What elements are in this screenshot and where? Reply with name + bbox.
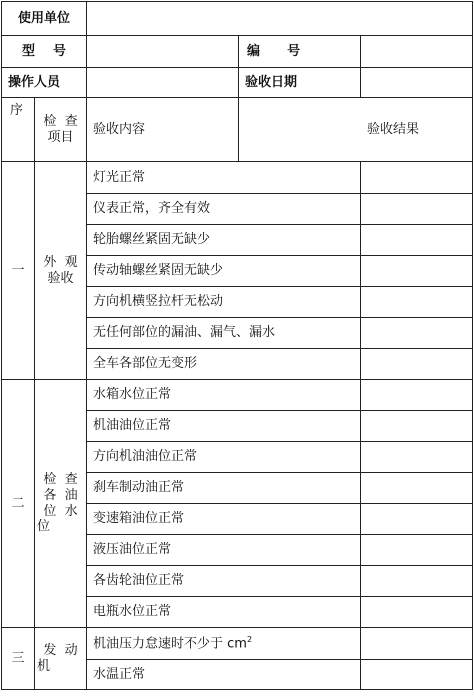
result-cell[interactable] [361,349,473,380]
result-cell[interactable] [361,162,473,194]
col-seq-header: 序 [2,98,35,162]
model-value-field[interactable] [87,36,239,68]
superscript: 2 [246,635,253,645]
check-item: 电瓶水位正常 [87,597,361,628]
check-item [87,628,361,660]
col-result-header: 验收结果 [239,98,473,162]
section-1-category [35,162,87,380]
section-2-category [35,380,87,628]
table-row [2,162,473,194]
check-item: 全车各部位无变形 [87,349,361,380]
result-cell[interactable] [361,628,473,660]
number-label: 编 号 [239,36,361,68]
result-cell[interactable] [361,535,473,566]
unit-label: 使用单位 [2,2,87,36]
check-item: 机油油位正常 [87,411,361,442]
row-model [2,36,473,68]
check-item: 变速箱油位正常 [87,504,361,535]
section-3-category [35,628,87,690]
section-2-category-line4: 位 [37,519,51,535]
result-cell[interactable] [361,504,473,535]
date-value-field[interactable] [361,68,473,98]
result-cell[interactable] [361,442,473,473]
check-item: 液压油位正常 [87,535,361,566]
result-cell[interactable] [361,566,473,597]
check-item: 方向机油油位正常 [87,442,361,473]
result-cell[interactable] [361,225,473,256]
section-2-category-line2: 各 油 [43,487,78,503]
table-row [2,628,473,660]
result-cell[interactable] [361,473,473,504]
table-row [2,380,473,411]
section-2-number: 二 [2,380,35,628]
check-item-text: 机油压力怠速时不少于 cm [93,636,247,652]
check-item: 轮胎螺丝紧固无缺少 [87,225,361,256]
number-value-field[interactable] [361,36,473,68]
section-3-category-line2: 机 [37,658,51,674]
check-item: 水温正常 [87,660,361,690]
row-unit [2,2,473,36]
check-item: 各齿轮油位正常 [87,566,361,597]
result-cell[interactable] [361,380,473,411]
section-1-category-line2: 验收 [47,270,74,286]
check-item: 无任何部位的漏油、漏气、漏水 [87,318,361,349]
section-1-category-line1: 外 观 [43,254,78,270]
check-item: 仪表正常，齐全有效 [87,194,361,225]
result-cell[interactable] [361,194,473,225]
section-3-category-line1: 发 动 [43,642,78,658]
result-cell[interactable] [361,597,473,628]
result-cell[interactable] [361,318,473,349]
col-category-header [35,98,87,162]
section-3-number: 三 [2,628,35,690]
acceptance-form-table [1,1,473,690]
check-item: 方向机横竖拉杆无松动 [87,287,361,318]
col-category-line2: 项目 [47,129,74,145]
check-item: 刹车制动油正常 [87,473,361,504]
result-cell[interactable] [361,287,473,318]
section-1-number: 一 [2,162,35,380]
operator-label: 操作人员 [2,68,87,98]
model-label: 型 号 [2,36,87,68]
result-cell[interactable] [361,256,473,287]
check-item: 灯光正常 [87,162,361,194]
unit-value-field[interactable] [87,2,473,36]
col-category-line1: 检 查 [43,113,78,129]
section-2-category-line3: 位 水 [43,503,78,519]
date-label: 验收日期 [239,68,361,98]
result-cell[interactable] [361,411,473,442]
col-content-header: 验收内容 [87,98,239,162]
check-item: 水箱水位正常 [87,380,361,411]
check-item: 传动轴螺丝紧固无缺少 [87,256,361,287]
column-header-row [2,98,473,162]
operator-value-field[interactable] [87,68,239,98]
section-2-category-line1: 检 查 [43,472,78,488]
row-operator [2,68,473,98]
result-cell[interactable] [361,660,473,690]
